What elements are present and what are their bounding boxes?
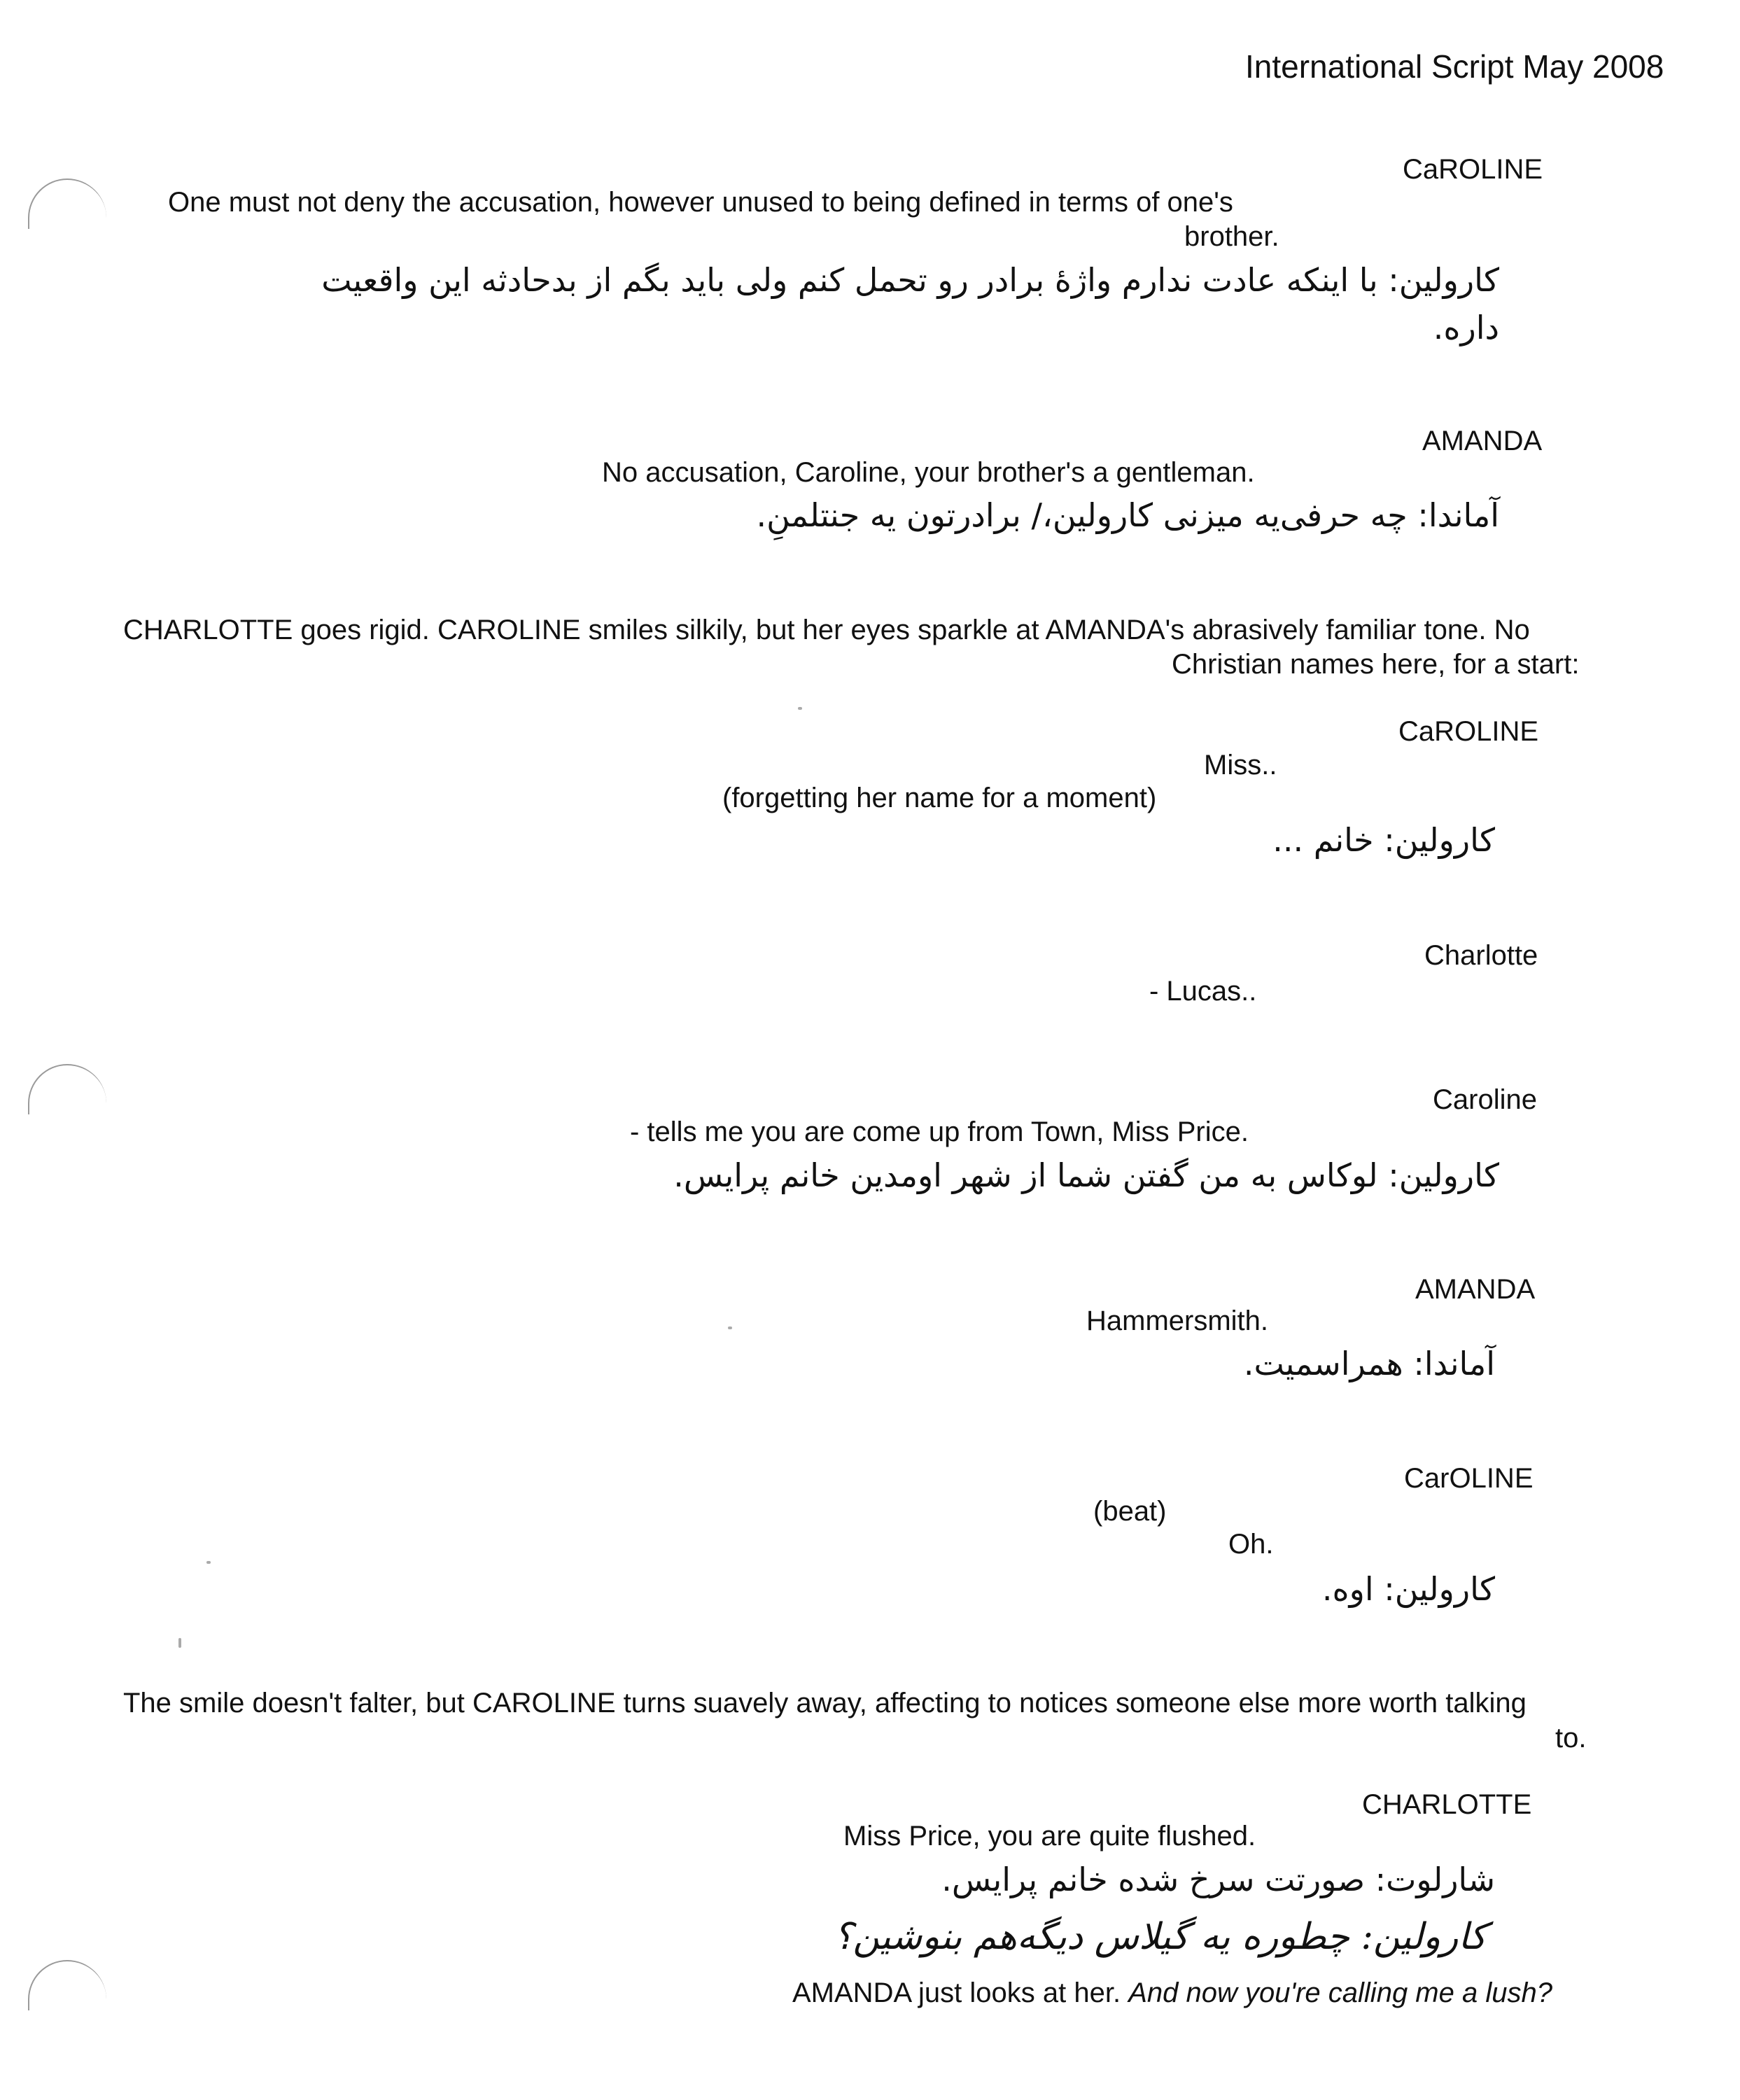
dialogue-line: Oh. [1228, 1529, 1274, 1560]
dialogue-line: Miss Price, you are quite flushed. [843, 1821, 1256, 1851]
action-line: Christian names here, for a start: [1172, 649, 1580, 680]
dialogue-line: brother. [1184, 221, 1279, 252]
character-name: CarOLINE [1404, 1463, 1534, 1494]
action-line [792, 1975, 1552, 2010]
action-line: CHARLOTTE goes rigid. CAROLINE smiles silkily, but her eyes sparkle at AMANDA's abrasively familiar tone. No [123, 615, 1530, 645]
action-text: AMANDA just looks at her. [792, 1977, 1129, 2008]
character-name: CaROLINE [1398, 716, 1539, 747]
persian-translation: آماندا: چه حرفی‌یه میزنی کارولین،/ برادرتون یه جنتلمنِ. [756, 496, 1499, 534]
action-text-italic: And now you're calling me a lush? [1128, 1977, 1552, 2008]
persian-translation: کارولین: خانم ... [1272, 821, 1495, 859]
persian-translation: آماندا: همراسمیت. [1243, 1345, 1495, 1382]
persian-translation: کارولین: اوه. [1321, 1570, 1495, 1608]
dialogue-line: - Lucas.. [1149, 976, 1257, 1007]
persian-translation: کارولین: با اینکه عادت ندارم واژهٔ برادر رو تحمل کنم ولی باید بگم از بدحادثه این واقعیت [321, 261, 1499, 299]
action-line: The smile doesn't falter, but CAROLINE turns suavely away, affecting to notices someone else more worth talking [123, 1688, 1527, 1718]
character-name: CaROLINE [1403, 154, 1543, 185]
character-name: AMANDA [1422, 426, 1543, 456]
page-header: International Script May 2008 [1245, 48, 1664, 85]
punch-hole-mark [28, 178, 106, 229]
parenthetical: (beat) [1093, 1496, 1167, 1527]
character-name: CHARLOTTE [1362, 1789, 1532, 1820]
punch-hole-mark [28, 1064, 106, 1114]
dialogue-line: No accusation, Caroline, your brother's a gentleman. [602, 457, 1255, 488]
persian-translation: شارلوت: صورتت سرخ شده خانم پرایس. [941, 1861, 1495, 1898]
dialogue-line: Hammersmith. [1086, 1306, 1269, 1336]
handwritten-persian-note: کارولین: چطوره یه گیلاس دیگه‌هم بنوشین؟ [833, 1916, 1487, 1958]
dialogue-line: - tells me you are come up from Town, Miss Price. [630, 1116, 1249, 1147]
dialogue-line: Miss.. [1204, 750, 1277, 780]
persian-translation: داره. [1433, 309, 1499, 346]
scan-speck [798, 707, 802, 710]
character-name: Caroline [1433, 1084, 1537, 1115]
action-line: to. [1555, 1723, 1587, 1754]
parenthetical: (forgetting her name for a moment) [722, 783, 1157, 813]
scan-speck [728, 1326, 732, 1329]
persian-translation: کارولین: لوکاس به من گفتن شما از شهر اومدین خانم پرایس. [673, 1156, 1499, 1194]
scan-speck [178, 1638, 181, 1648]
character-name: AMANDA [1415, 1274, 1536, 1305]
character-name: Charlotte [1424, 940, 1538, 971]
scan-speck [206, 1561, 211, 1564]
punch-hole-mark [28, 1960, 106, 2010]
dialogue-line: One must not deny the accusation, however unused to being defined in terms of one's [168, 187, 1233, 218]
